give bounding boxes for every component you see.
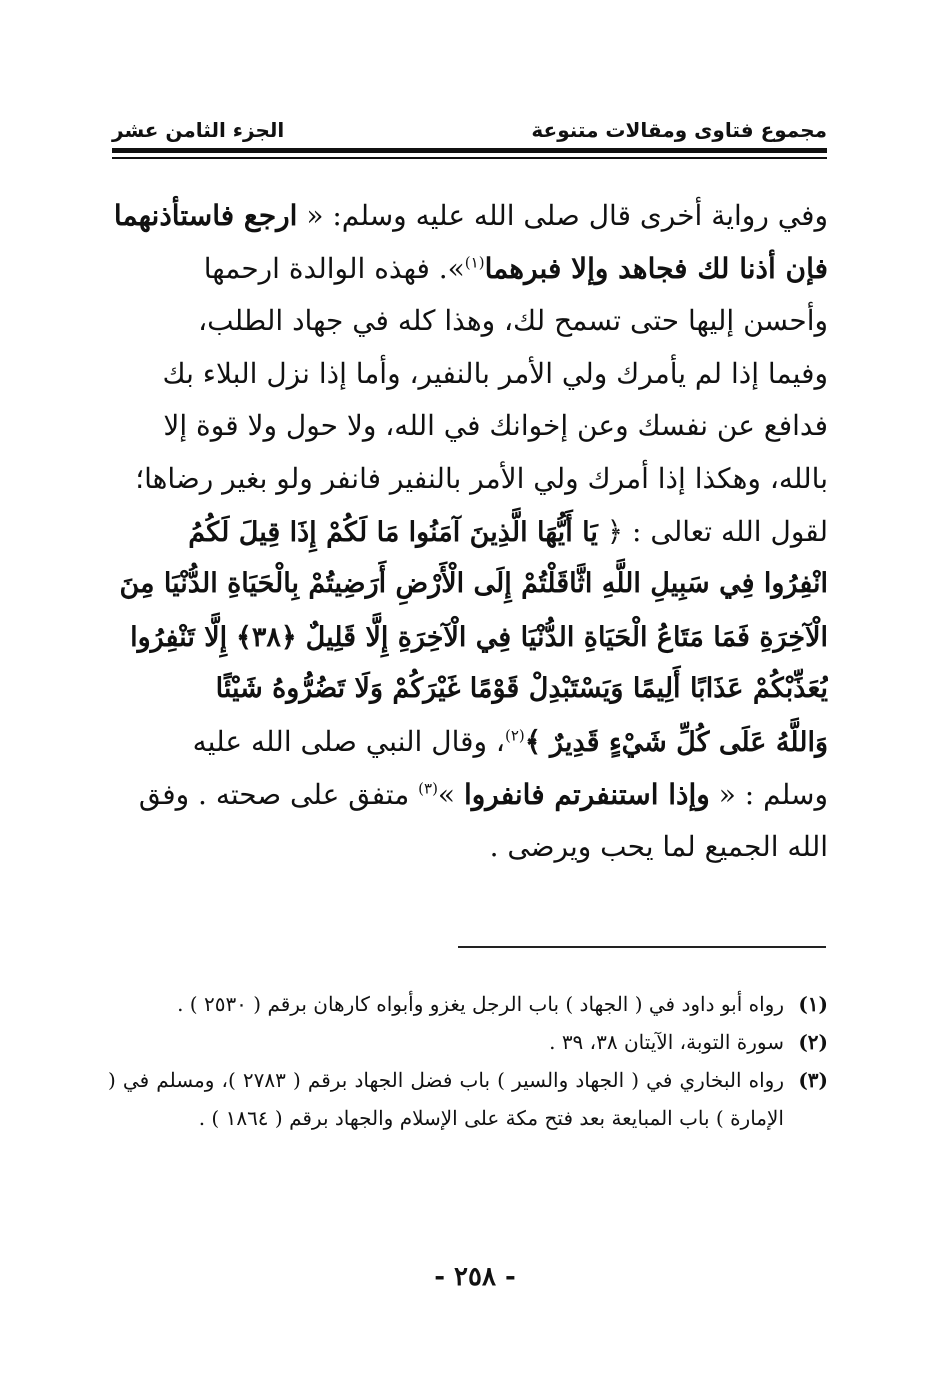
text-span: لقول الله تعالى : ﴿ (606, 514, 828, 548)
footnote-number: (٢) (798, 1030, 828, 1054)
text-span: ». فهذه الوالدة ارحمها (203, 251, 465, 285)
footnote-ref[interactable]: (٢) (504, 726, 525, 745)
text-line (106, 506, 828, 559)
text-line: الله الجميع لما يحب ويرضى . (489, 830, 828, 864)
running-header (112, 112, 827, 148)
text-line: فدافع عن نفسك وعن إخوانك في الله، ولا حول ولا قوة إلا (163, 409, 828, 443)
text-span: ، وقال النبي صلى الله عليه (192, 724, 505, 758)
main-text (106, 190, 828, 874)
page-number: - ٢٥٨ - (434, 1262, 516, 1292)
volume-label: الجزء الثامن عشر (112, 118, 285, 142)
footnote (108, 985, 828, 1023)
text-line: وأحسن إليها حتى تسمح لك، وهذا كله في جهاد الطلب، (198, 304, 828, 338)
footnotes (108, 985, 828, 1137)
footnote-text: رواه أبو داود في ( الجهاد ) باب الرجل يغزو وأبواه كارهان برقم ( ٢٥٣٠ ) . (177, 992, 784, 1016)
quran-verse: الْآخِرَةِ فَمَا مَتَاعُ الْحَيَاةِ الدُّنْيَا فِي الْآخِرَةِ إِلَّا قَلِيلٌ (305, 621, 828, 653)
text-span: متفق على صحته . وفق (138, 777, 419, 811)
text-line (106, 190, 828, 243)
header-rule-thin (112, 157, 827, 159)
text-span: وسلم : « (718, 777, 828, 811)
text-line: بالله، وهكذا إذا أمرك ولي الأمر بالنفير فانفر ولو بغير رضاها؛ (135, 461, 828, 495)
text-line (106, 716, 828, 769)
quran-line (106, 611, 828, 664)
footnote (108, 1023, 828, 1061)
text-line: وفيما إذا لم يأمرك ولي الأمر بالنفير، وأما إذا نزل البلاء بك (162, 356, 828, 390)
footnote-number: (٣) (798, 1068, 828, 1092)
footnote-text: رواه البخاري في ( الجهاد والسير ) باب فضل الجهاد برقم ( ٢٧٨٣ )، ومسلم في ( الإمارة ) باب المبايعة بعد فتح مكة على الإسلام والجهاد برقم ( ١٨٦٤ ) . (108, 1068, 784, 1130)
footnote-separator (458, 946, 826, 948)
quran-verse: يَا أَيُّهَا الَّذِينَ آمَنُوا مَا لَكُمْ إِذَا قِيلَ لَكُمُ (188, 516, 598, 548)
book-title: مجموع فتاوى ومقالات متنوعة (531, 118, 827, 142)
footnote-text: سورة التوبة، الآيتان ٣٨، ٣٩ . (549, 1030, 784, 1054)
ayah-number-marker: ﴿٣٨﴾ (236, 621, 297, 653)
text-line (106, 769, 828, 822)
ayah-number: ٣٨ (251, 621, 281, 653)
text-line (106, 243, 828, 296)
footnote (108, 1061, 828, 1137)
quran-line: يُعَذِّبْكُمْ عَذَابًا أَلِيمًا وَيَسْتَبْدِلْ قَوْمًا غَيْرَكُمْ وَلَا تَضُرُّوهُ شَيْئًا (215, 673, 828, 705)
text-span: وفي رواية أخرى قال صلى الله عليه وسلم: « (306, 199, 828, 232)
footnote-number: (١) (798, 992, 828, 1016)
verse-bracket: ﴾ (524, 724, 542, 758)
quran-verse: إِلَّا تَنْفِرُوا (130, 621, 228, 653)
quran-verse: وَاللَّهُ عَلَى كُلِّ شَيْءٍ قَدِيرٌ (550, 726, 828, 758)
header-rule-thick (112, 148, 827, 153)
footnote-ref[interactable]: (٣) (418, 779, 438, 798)
quran-line: انْفِرُوا فِي سَبِيلِ اللَّهِ اثَّاقَلْتُمْ إِلَى الْأَرْضِ أَرَضِيتُمْ بِالْحَيَاةِ الدُّنْيَا مِنَ (119, 568, 828, 600)
hadith-quote: ارجع فاستأذنهما (113, 199, 298, 232)
hadith-quote: وإذا استنفرتم فانفروا (463, 777, 710, 811)
hadith-quote: فإن أذنا لك فجاهد وإلا فبرهما (484, 251, 828, 285)
footnote-ref[interactable]: (١) (464, 253, 485, 272)
quote-mark: » (437, 777, 456, 811)
